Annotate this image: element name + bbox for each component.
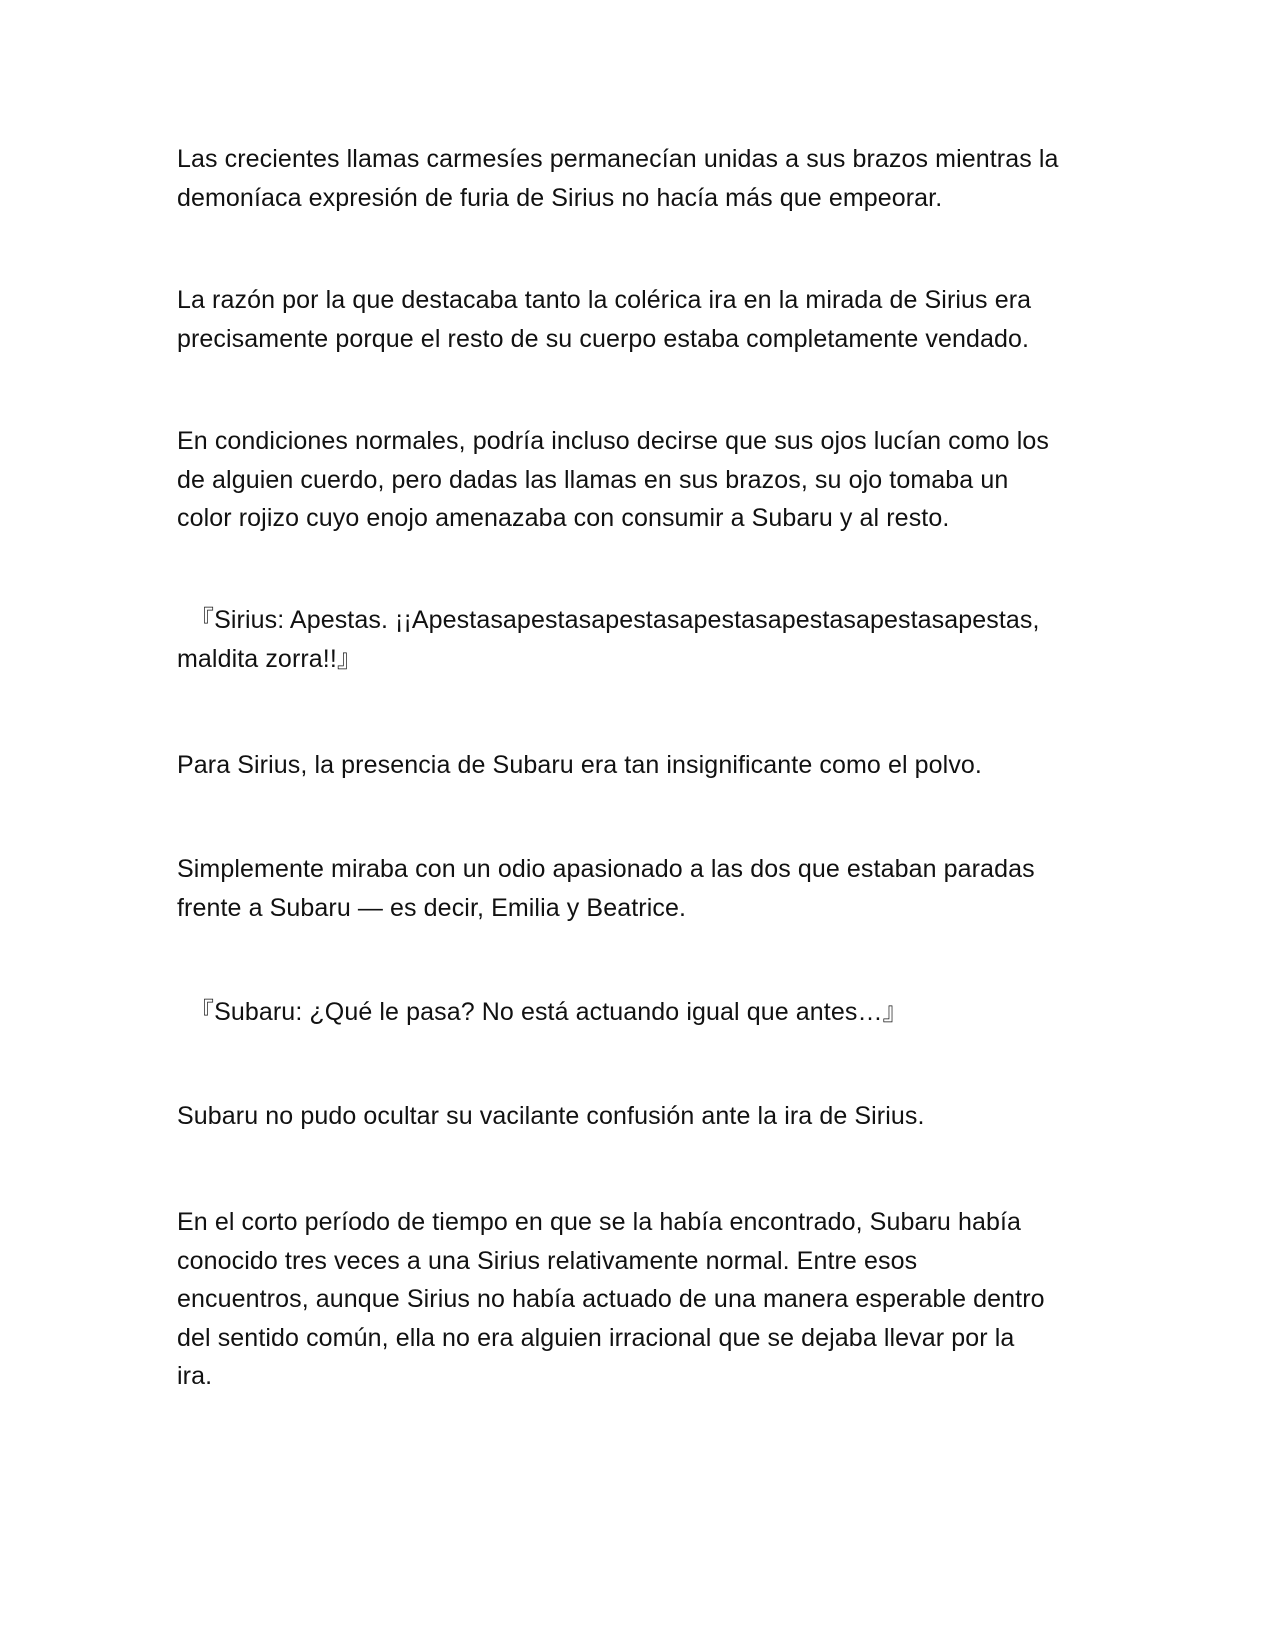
paragraph-line: Subaru no pudo ocultar su vacilante confusión ante la ira de Sirius. xyxy=(177,1102,925,1130)
paragraph-2 xyxy=(177,281,1107,358)
paragraph-line: color rojizo cuyo enojo amenazaba con consumir a Subaru y al resto. xyxy=(177,504,950,532)
paragraph-line: precisamente porque el resto de su cuerpo estaba completamente vendado. xyxy=(177,324,1030,353)
paragraph-line: del sentido común, ella no era alguien irracional que se dejaba llevar por la xyxy=(177,1323,1015,1352)
dialogue-subaru xyxy=(177,993,1107,1032)
dialogue-sirius xyxy=(177,601,1107,678)
paragraph-line: Las crecientes llamas carmesíes permanecían unidas a sus brazos mientras la xyxy=(177,145,1059,173)
paragraph-5 xyxy=(177,746,1107,785)
paragraph-line: conocido tres veces a una Sirius relativamente normal. Entre esos xyxy=(177,1246,918,1275)
paragraph-line: Simplemente miraba con un odio apasionado a las dos que estaban paradas xyxy=(177,855,1035,883)
paragraph-line: demoníaca expresión de furia de Sirius no hacía más que empeorar. xyxy=(177,183,943,212)
paragraph-9 xyxy=(177,1203,1107,1396)
paragraph-line: En el corto período de tiempo en que se la había encontrado, Subaru había xyxy=(177,1208,1022,1236)
paragraph-line: La razón por la que destacaba tanto la colérica ira en la mirada de Sirius era xyxy=(177,286,1032,314)
paragraph-line: ira. xyxy=(177,1362,213,1390)
dialogue-line: 『Subaru: ¿Qué le pasa? No está actuando igual que antes…』 xyxy=(189,998,908,1026)
paragraph-line: de alguien cuerdo, pero dadas las llamas en sus brazos, su ojo tomaba un xyxy=(177,465,1009,494)
paragraph-6 xyxy=(177,850,1107,927)
paragraph-line: encuentros, aunque Sirius no había actuado de una manera esperable dentro xyxy=(177,1285,1045,1313)
paragraph-3 xyxy=(177,422,1107,538)
dialogue-line: 『Sirius: Apestas. ¡¡Apestasapestasapestasapestasapestasapestasapestas, xyxy=(189,606,1040,634)
paragraph-8 xyxy=(177,1097,1107,1136)
paragraph-line: frente a Subaru — es decir, Emilia y Beatrice. xyxy=(177,893,686,922)
paragraph-line: Para Sirius, la presencia de Subaru era tan insignificante como el polvo. xyxy=(177,751,982,779)
paragraph-line: En condiciones normales, podría incluso decirse que sus ojos lucían como los xyxy=(177,427,1049,455)
dialogue-line: maldita zorra!!』 xyxy=(177,644,362,673)
paragraph-1 xyxy=(177,140,1107,217)
